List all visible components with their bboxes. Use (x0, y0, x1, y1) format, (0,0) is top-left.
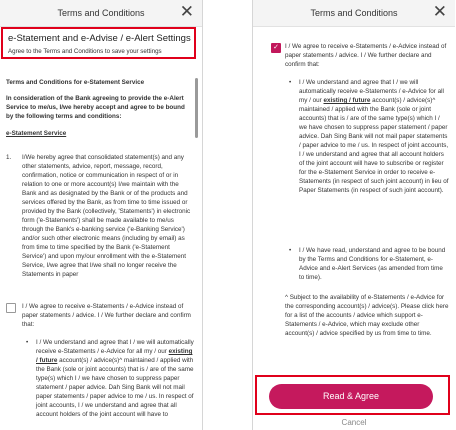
bullet1-text (299, 78, 449, 195)
scrollbar[interactable] (195, 78, 198, 138)
settings-highlight-box (1, 27, 196, 59)
settings-subtitle: Agree to the Terms and Conditions to save your settings (8, 48, 162, 55)
footnote-text: ^ Subject to the availability of e-Statements / e-Advice for the corresponding account(s) / advice(s). Please click here for a list of the accounts / advice which support e-Statements / e-Advice, which may exclude other account(s) / advice specified by us from time to time. (285, 294, 449, 337)
agree-checkbox-label: I / We agree to receive e-Statements / e-Advice instead of paper statements / advice. I / We further declare and confirm that: (22, 303, 191, 328)
existing-future-link: existing / future (36, 348, 193, 364)
bullet-pre: I / We understand and agree that I / we will automatically receive e-Statements / e-Advice for all my / our (36, 339, 194, 355)
item-number: 1. (6, 154, 12, 161)
bullet1-post: account(s) / advice(s)^ maintained / applied with the Bank (sole or joint accounts) that is / are of the same type(s) which I / we have chosen to suppress paper statement / paper advice. Dah Sing Bank will not mail paper statements / paper advice to me / us. In respect of joint accounts, I / we understand and agree that all account holders of the joint account will have to subscribe or register for the e-Statement Service in order to receive e-Statements (in respect of such joint account) in lieu of Paper Statements (in respect of such joint account). (299, 97, 449, 194)
panel-gap (203, 0, 251, 430)
bullet-post: account(s) / advice(s)^ maintained / applied with the Bank (sole or joint accounts) that is / are of the same type(s) which I / we have chosen to suppress paper statement / paper advice. Dah Sing Bank will not mail paper statements / paper advice to me / us. In respect of joint accounts, I / we understand and agree that all account holders of the joint account will have to (36, 357, 194, 418)
agree-checkbox-checked[interactable]: ✓ (271, 43, 281, 53)
header-title: Terms and Conditions (310, 8, 398, 18)
read-agree-button[interactable]: Read & Agree (269, 384, 433, 409)
header-bar (0, 0, 202, 27)
service-heading: e-Statement Service (6, 130, 67, 137)
bullet1-pre: I / We understand and agree that I / we will automatically receive e-Statements / e-Advice for all my / our (299, 79, 444, 104)
terms-intro: In consideration of the Bank agreeing to provide the e-Alert Service to me/us, I/we hereby accept and agree to be bound by the following terms and conditions: (6, 95, 185, 120)
existing-future-link: existing / future (323, 97, 371, 104)
close-icon[interactable]: ✕ (179, 2, 194, 21)
terms-section-title: Terms and Conditions for e-Statement Service (6, 79, 145, 86)
bullet-text (36, 338, 194, 419)
bullet-icon: • (289, 79, 292, 86)
bullet2-text: I / We have read, understand and agree to be bound by the Terms and Conditions for e-Statement, e-Advice and e-Alert Services (as amended from time to time). (299, 247, 446, 281)
header-bar (253, 0, 455, 27)
cancel-link[interactable]: Cancel (341, 418, 367, 427)
left-screen (0, 0, 203, 430)
right-screen (252, 0, 455, 430)
header-title: Terms and Conditions (57, 8, 145, 18)
bullet-icon: • (26, 339, 29, 346)
agree-checkbox-label: I / We agree to receive e-Statements / e-Advice instead of paper statements / advice. I / We further declare and confirm that: (285, 43, 447, 68)
settings-title: e-Statement and e-Advise / e-Alert Settings (8, 33, 191, 44)
agree-checkbox[interactable] (6, 303, 16, 313)
item1-text: I/We hereby agree that consolidated statement(s) and any other statements, advice, report, message, record, confirmation, notice or communication in respect of or in relation to one or more account(s) I/we maintain with the Bank and as designated by the Bank or of the products and services offered by the Bank, as from time to time issued or provided by the Bank (collectively, 'Statements') in electronic form ('e-Statements') shall be made available to me/us through the Bank's e-banking service ('e-Banking Service') and/or such other electronic means (including by email) as from time to time specified by the Bank ('e-Statement Service') and upon my/our enrollment with the e-Statement Service, I/we agree that I/we shall no longer receive the Statements in paper (22, 154, 191, 278)
bullet-icon: • (289, 247, 292, 254)
close-icon[interactable]: ✕ (432, 2, 447, 21)
